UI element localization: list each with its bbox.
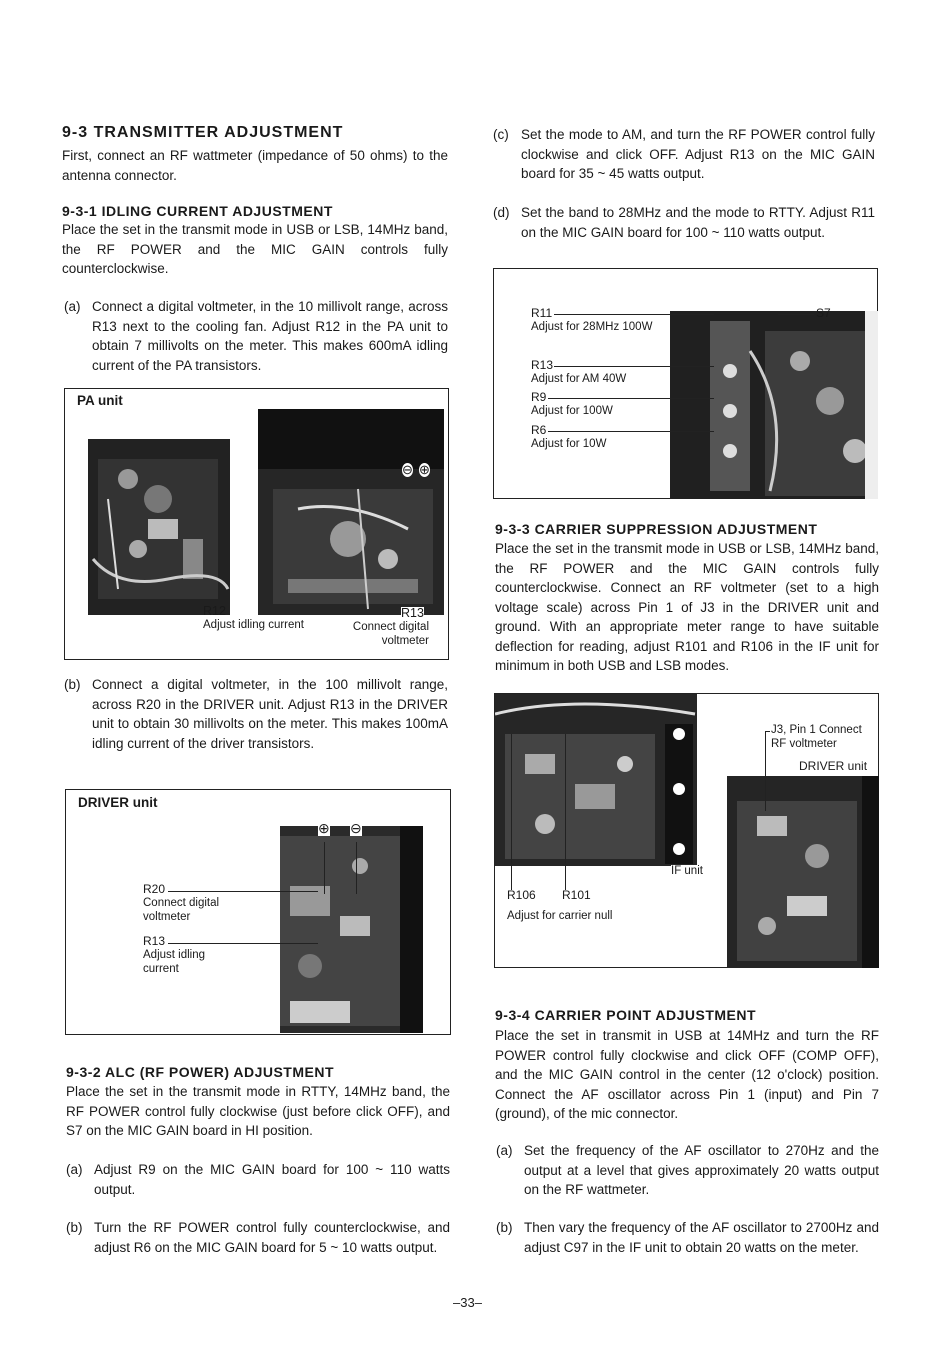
step-label: (b) [496, 1220, 513, 1235]
plus-terminal-label: ⊕ [318, 820, 330, 836]
r12-description: Adjust idling current [203, 619, 304, 631]
step-label: (b) [66, 1220, 83, 1235]
r9-leader-line [548, 398, 714, 399]
section-heading-9-3-1: 9-3-1 IDLING CURRENT ADJUSTMENT [62, 203, 333, 219]
step-9-3-1-b [64, 675, 448, 753]
r20-label: R20 [143, 882, 166, 896]
r20-leader-line [168, 891, 318, 892]
figure-driver-unit [65, 789, 451, 1035]
step-text: Turn the RF POWER control fully counterclockwise, and adjust R6 on the MIC GAIN board for 5 ~ 10 watts output. [94, 1220, 450, 1255]
step-label: (c) [493, 127, 509, 142]
s7-label: S7 [816, 306, 831, 320]
r9-label: R9 [531, 390, 547, 404]
step-label: (b) [64, 677, 81, 692]
r13-description: Connect digital voltmeter [352, 621, 429, 647]
section-9-3-4-text: Place the set in transmit in USB at 14MHz and turn the RF POWER control fully clockwise and click OFF (COMP OFF), and the MIC GAIN control in the center (12 o'clock) position. Connect the AF oscillator across Pin 1 (input) and Pin 7 (ground), of the mic connector. [495, 1028, 879, 1121]
j3-label: J3, Pin 1 Connect [771, 724, 862, 736]
r12-label: R12 [203, 604, 226, 618]
step-text: Set the frequency of the AF oscillator to 270Hz and the output at a level that gives approximately 20 watts output on the RF wattmeter. [524, 1143, 879, 1197]
plus-terminal-label: ⊖ [402, 462, 413, 477]
minus-terminal-label: ⊕ [419, 462, 430, 477]
figure-pa-unit [64, 388, 449, 660]
step-9-3-2-b [66, 1218, 450, 1257]
r13-label: R13 [401, 606, 424, 620]
step-text: Set the mode to AM, and turn the RF POWER control fully clockwise and click OFF. Adjust R13 on the MIC GAIN board for 35 ~ 45 watts output. [521, 127, 875, 181]
r106-leader-line [511, 734, 512, 890]
minus-leader-line [356, 842, 357, 894]
r13-description: Adjust idling current [143, 949, 206, 975]
step-9-3-4-b [496, 1218, 879, 1257]
step-label: (a) [496, 1143, 513, 1158]
r6-leader-line [548, 431, 714, 432]
driver-unit-photo [727, 776, 879, 968]
j3-label-line2: RF voltmeter [771, 738, 837, 750]
r106-label: R106 [507, 888, 536, 902]
step-9-3-2-a [66, 1160, 450, 1199]
s7-leader-line [778, 314, 814, 315]
figure-title: PA unit [77, 393, 123, 408]
r13-description: Adjust for AM 40W [531, 373, 627, 385]
pa-unit-photo-left [88, 439, 230, 615]
step-label: (d) [493, 205, 510, 220]
r20-description: Connect digital voltmeter [143, 897, 220, 923]
r101-leader-line [565, 734, 566, 890]
r11-label: R11 [531, 306, 553, 320]
r101-r106-description: Adjust for carrier null [507, 910, 613, 922]
r9-description: Adjust for 100W [531, 405, 613, 417]
section-heading-9-3-2: 9-3-2 ALC (RF POWER) ADJUSTMENT [66, 1064, 335, 1080]
intro-text: First, connect an RF wattmeter (impedance of 50 ohms) to the antenna connector. [62, 148, 448, 183]
step-text: Connect a digital voltmeter, in the 100 millivolt range, across R20 in the DRIVER unit. Adjust R13 in the DRIVER unit to obtain 30 millivolts on the meter. This makes 100mA idling current of the driver transistors. [92, 677, 448, 751]
section-heading-9-3-3: 9-3-3 CARRIER SUPPRESSION ADJUSTMENT [495, 521, 818, 537]
section-heading-9-3-4: 9-3-4 CARRIER POINT ADJUSTMENT [495, 1007, 757, 1023]
pa-unit-photo-right [258, 409, 444, 615]
r6-label: R6 [531, 423, 547, 437]
step-9-3-4-a [496, 1141, 879, 1200]
step-text: Adjust R9 on the MIC GAIN board for 100 ~ 110 watts output. [94, 1162, 450, 1197]
mic-gain-board-photo [670, 311, 878, 499]
page-number: –33– [453, 1295, 482, 1310]
r13-label: R13 [531, 358, 554, 372]
minus-terminal-label: ⊖ [350, 820, 362, 836]
if-unit-photo [495, 694, 697, 866]
plus-leader-line [324, 842, 325, 894]
r101-label: R101 [562, 888, 591, 902]
r13-leader-line [554, 366, 714, 367]
section-9-3-3-text: Place the set in the transmit mode in USB or LSB, 14MHz band, the RF POWER and the MIC GAIN controls fully counterclockwise. Connect an RF voltmeter (set to a high voltage scale) across Pin 1 of J3 in the DRIVER unit and ground. With an appropriate meter range to have suitable deflection for reading, adjust R101 and R106 in the IF unit for minimum in both USB and LSB modes. [495, 541, 879, 673]
step-text: Then vary the frequency of the AF oscillator to 2700Hz and adjust C97 in the IF unit to obtain 20 watts on the meter. [524, 1220, 879, 1255]
j3-leader-line [765, 731, 766, 811]
r11-description: Adjust for 28MHz 100W [531, 321, 653, 333]
figure-mic-gain-board [493, 268, 878, 499]
step-9-3-1-a [64, 297, 448, 375]
if-unit-label: IF unit [671, 865, 703, 877]
r11-leader-line [554, 314, 714, 315]
figure-title: DRIVER unit [78, 795, 158, 810]
step-text: Set the band to 28MHz and the mode to RTTY. Adjust R11 on the MIC GAIN board for 100 ~ 110 watts output. [521, 205, 875, 240]
step-c [493, 125, 875, 184]
r13-leader-line [168, 943, 318, 944]
driver-unit-label: DRIVER unit [799, 759, 868, 773]
r12-leader-line [117, 612, 201, 613]
step-text: Connect a digital voltmeter, in the 10 millivolt range, across R13 next to the cooling fan. Adjust R12 in the PA unit to obtain 7 millivolts on the meter. This makes 600mA idling current of the PA transistors. [92, 299, 448, 373]
driver-unit-photo [280, 826, 423, 1033]
section-heading-9-3: 9-3 TRANSMITTER ADJUSTMENT [62, 124, 344, 141]
step-label: (a) [66, 1162, 83, 1177]
figure-if-driver-unit [494, 693, 879, 968]
section-9-3-2-text: Place the set in the transmit mode in RTTY, 14MHz band, the RF POWER control fully clockwise (just before click OFF), and S7 on the MIC GAIN board in HI position. [66, 1084, 450, 1138]
r6-description: Adjust for 10W [531, 438, 607, 450]
step-label: (a) [64, 299, 81, 314]
r13-label: R13 [143, 934, 166, 948]
section-9-3-1-text: Place the set in the transmit mode in USB or LSB, 14MHz band, the RF POWER and the MIC GAIN controls fully counterclockwise. [62, 222, 448, 276]
step-d [493, 203, 875, 242]
